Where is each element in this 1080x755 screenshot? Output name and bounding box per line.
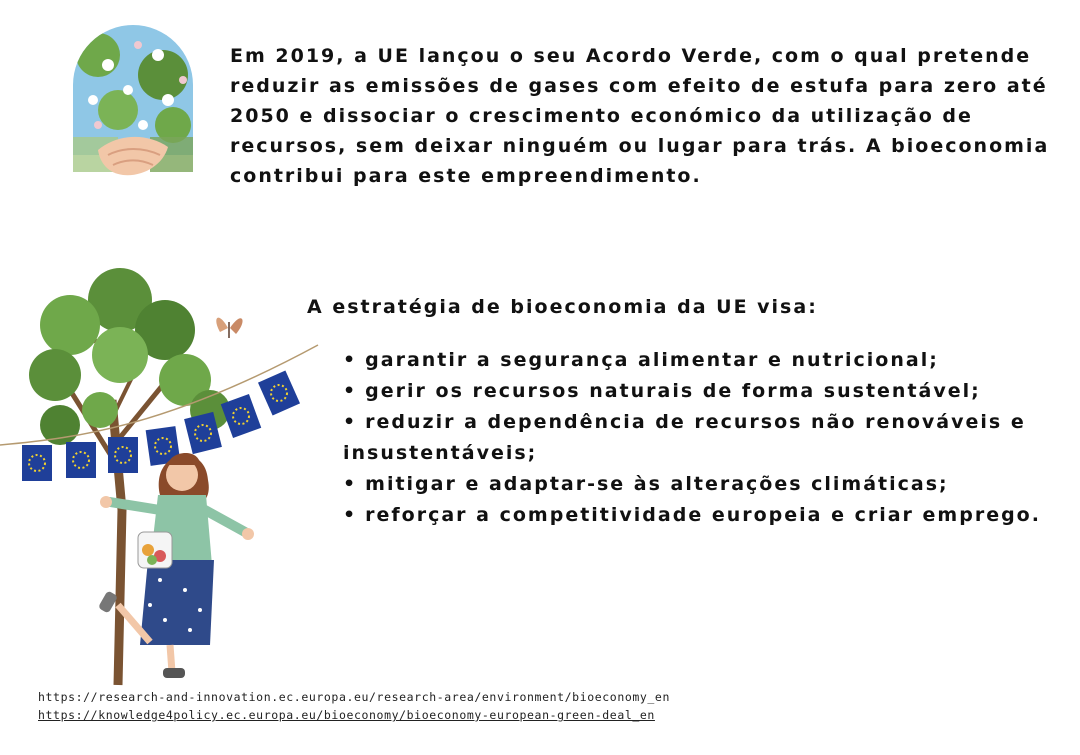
bullet-icon: • (343, 349, 358, 371)
list-item-text: mitigar e adaptar-se às alterações climáticas; (365, 473, 949, 495)
list-item-text: gerir os recursos naturais de forma sustentável; (365, 380, 981, 402)
list-item-text: reforçar a competitividade europeia e criar emprego. (365, 504, 1041, 526)
list-item (343, 407, 1043, 469)
list-item-text: garantir a segurança alimentar e nutricional; (365, 349, 939, 371)
reference-link-research[interactable]: https://research-and-innovation.ec.europa.eu/research-area/environment/bioeconomy_en (38, 690, 670, 704)
bullet-icon: • (343, 473, 358, 495)
handshake-earth-illustration-icon (68, 25, 198, 185)
bullet-icon: • (343, 380, 358, 402)
woman-tree-eu-flags-illustration-icon (0, 260, 320, 690)
bullet-icon: • (343, 504, 358, 526)
list-item (343, 376, 1043, 407)
list-item (343, 500, 1043, 531)
strategy-heading: A estratégia de bioeconomia da UE visa: (307, 296, 818, 318)
intro-paragraph: Em 2019, a UE lançou o seu Acordo Verde, com o qual pretende reduzir as emissões de gases com efeito de estufa para zero até 2050 e dissociar o crescimento económico da utilização de recursos, sem deixar ninguém ou lugar para trás. A bioeconomia contribui para este empreendimento. (230, 45, 1050, 187)
reference-link-knowledge4policy[interactable]: https://knowledge4policy.ec.europa.eu/bioeconomy/bioeconomy-european-green-deal_en (38, 708, 655, 722)
bullet-icon: • (343, 411, 358, 433)
list-item (343, 469, 1043, 500)
strategy-bullet-list (343, 345, 1043, 531)
references (38, 688, 670, 724)
list-item (343, 345, 1043, 376)
list-item-text: reduzir a dependência de recursos não renováveis e insustentáveis; (343, 411, 1026, 464)
